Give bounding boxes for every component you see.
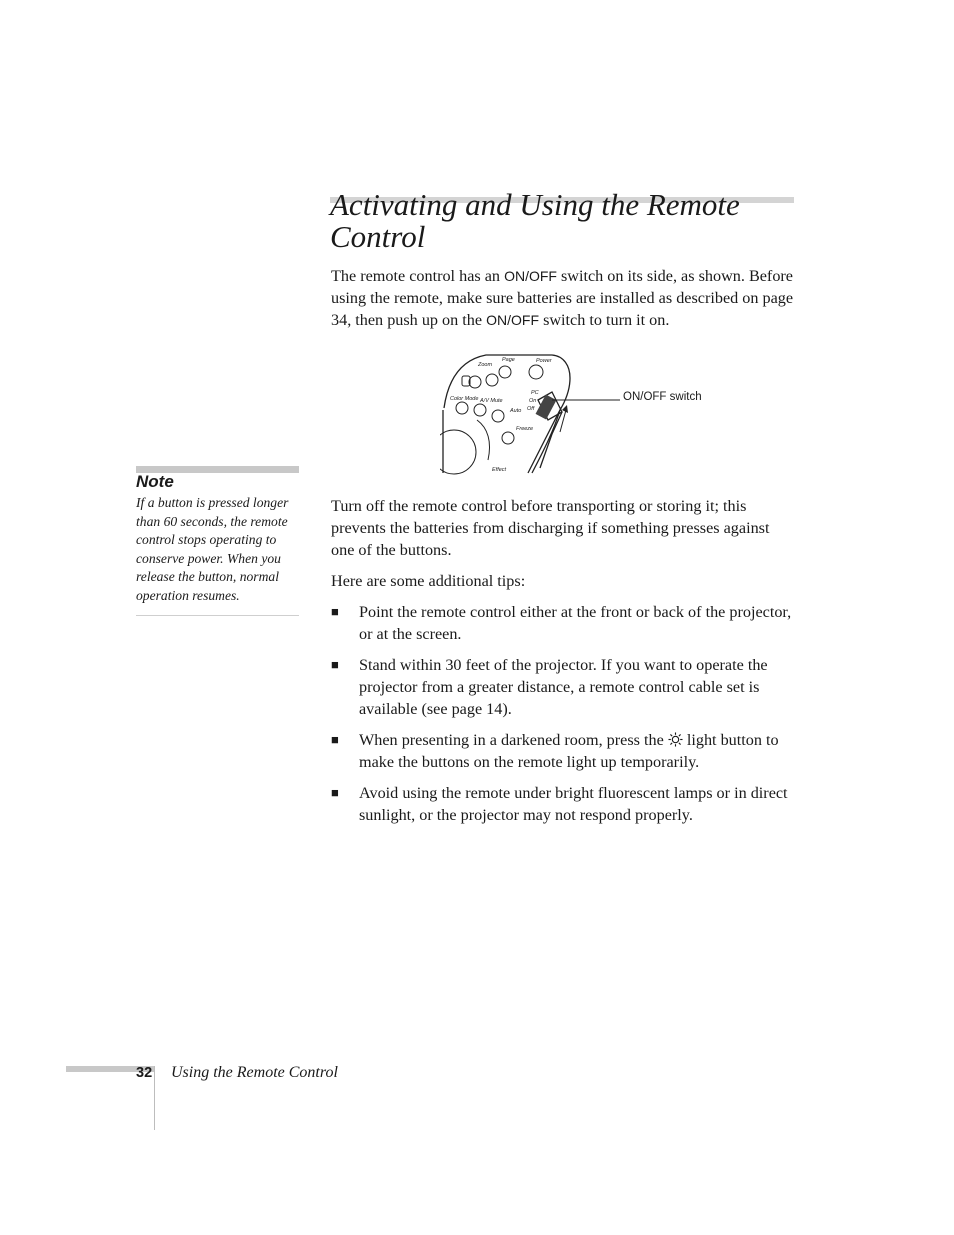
label-page: Page: [502, 357, 515, 363]
tip-text: When presenting in a darkened room, press the light button to make the buttons on the remote light up temporarily.: [359, 731, 779, 771]
label-on: On: [529, 398, 537, 404]
footer-divider: [154, 1066, 155, 1130]
label-zoom: Zoom: [478, 362, 493, 368]
label-auto: Auto: [510, 408, 522, 414]
tip-text: Avoid using the remote under bright fluorescent lamps or in direct sunlight, or the projector may not respond properly.: [359, 784, 788, 824]
tip-text: Point the remote control either at the front or back of the projector, or at the screen.: [359, 603, 792, 643]
bullet-icon: ■: [331, 657, 339, 672]
body-paragraph-2: Here are some additional tips:: [331, 572, 526, 590]
tip-text: Stand within 30 feet of the projector. If you want to operate the projector from a greater distance, a remote control cable set is available (see page 14).: [359, 656, 768, 718]
page-title: Activating and Using the Remote Control: [330, 187, 740, 254]
bullet-icon: ■: [331, 604, 339, 619]
bullet-icon: ■: [331, 732, 339, 747]
sun-icon: [668, 732, 683, 747]
label-freeze: Freeze: [516, 426, 534, 432]
label-effect: Effect: [492, 467, 507, 473]
note-title: Note: [136, 472, 174, 491]
label-color-mode: Color Mode: [450, 396, 479, 402]
footer-section-title: Using the Remote Control: [171, 1064, 338, 1081]
intro-paragraph: The remote control has an ON/OFF switch on its side, as shown. Before using the remote, make sure batteries are installed as described on page 34, then push up on the ON/OFF switch to turn it on.: [331, 267, 794, 329]
figure-callout: ON/OFF switch: [623, 391, 702, 403]
note-text: If a button is pressed longer than 60 seconds, the remote control stops operating to conserve power. When you release the button, normal operation resumes.: [136, 495, 289, 603]
label-off: Off: [527, 406, 535, 412]
switch-name: ON/OFF: [504, 268, 557, 284]
bullet-icon: ■: [331, 785, 339, 800]
label-pc: PC: [531, 390, 539, 396]
remote-control-figure: [440, 350, 730, 476]
body-paragraph-1: Turn off the remote control before transporting or storing it; this prevents the batteries from discharging if something presses against one of the buttons.: [331, 497, 770, 559]
label-power: Power: [536, 358, 552, 364]
label-av-mute: A/V Mute: [480, 398, 503, 404]
remote-control-illustration: [440, 350, 730, 476]
note-rule: [136, 615, 299, 616]
page-number: 32: [136, 1065, 153, 1081]
switch-name: ON/OFF: [486, 312, 540, 328]
